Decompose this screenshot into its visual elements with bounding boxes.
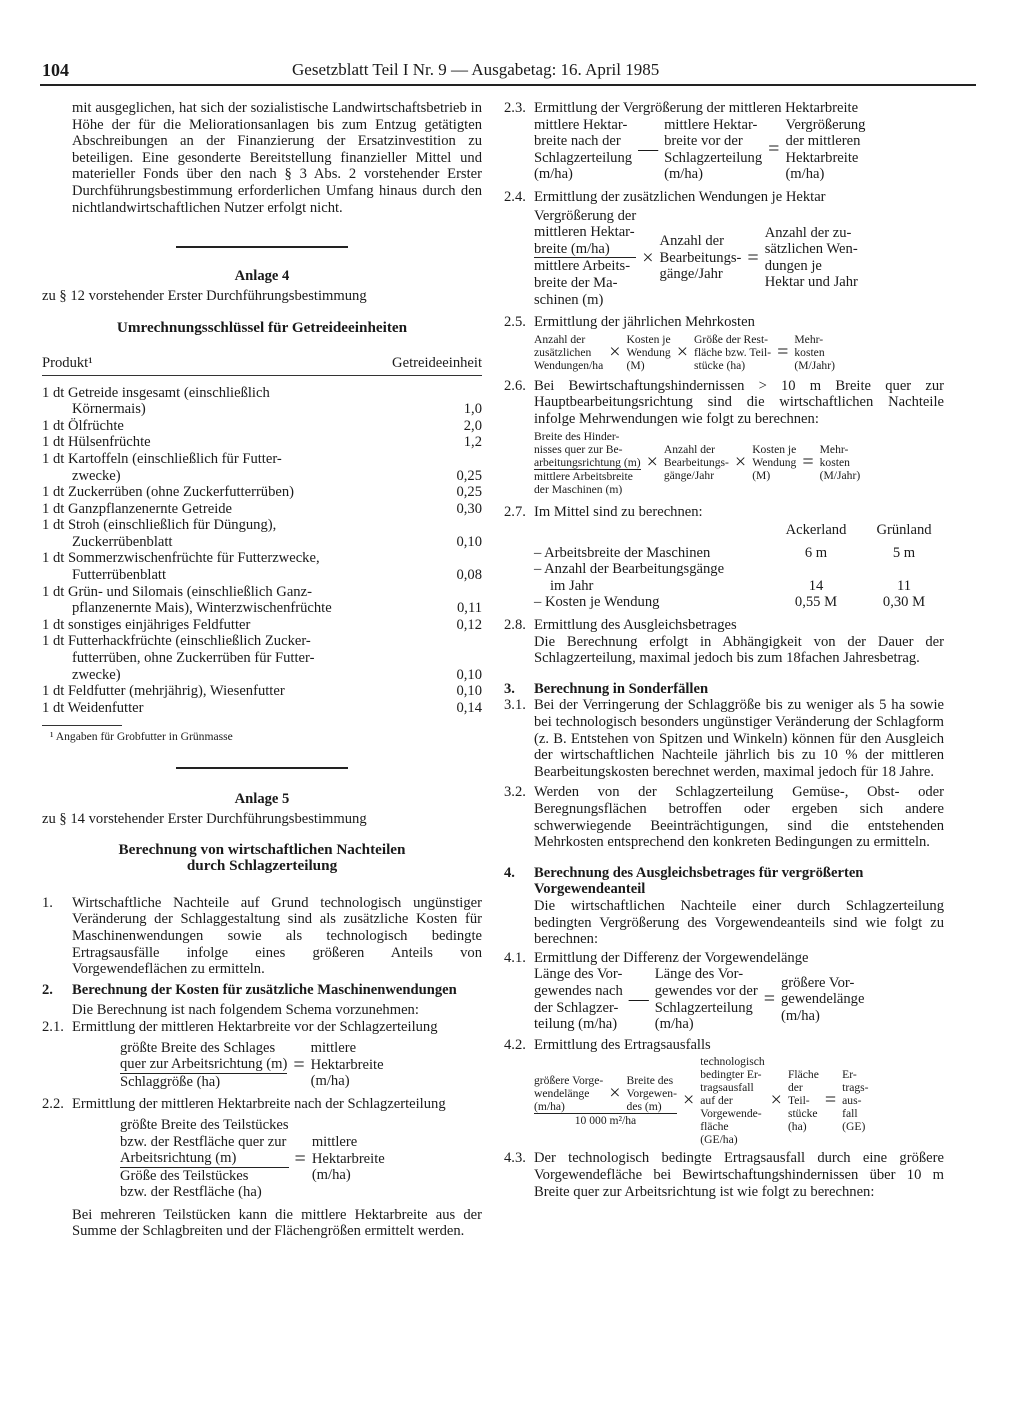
anlage5-heading-1: Berechnung von wirtschaftlichen Nachteilen <box>118 840 406 858</box>
table-row: – Anzahl der Bearbeitungsgänge im Jahr 14 11 <box>534 561 912 594</box>
divider <box>176 246 348 248</box>
section-2-2-text: Bei mehreren Teilstücken kann die mittlere Hektarbreite aus der Summe der Schlagbreiten und der Flächengrößen ermittelt werden. <box>72 1206 482 1240</box>
section-4-2: 4.2. Ermittlung des Ertragsausfalls <box>504 1036 711 1053</box>
table-row: – Kosten je Wendung 0,55 M 0,30 M <box>534 594 926 611</box>
formula-2-5: Anzahl der zusätzlichen Wendungen/ha × Kosten je Wendung (M) × Größe der Rest- fläche bzw. Teil- stücke (ha) = Mehr- kosten (M/Jahr) <box>534 332 835 372</box>
table-row: 1 dt Kartoffeln (einschließlich für Futter- zwecke) 0,25 <box>42 450 482 484</box>
section-2-4: 2.4. Ermittlung der zusätzlichen Wendungen je Hektar <box>504 188 826 205</box>
section-2: 2. Berechnung der Kosten für zusätzliche Maschinenwendungen <box>42 981 457 998</box>
section-2-8: 2.8. Ermittlung des Ausgleichsbetrages <box>504 617 737 634</box>
col-getreideeinheit: Getreideeinheit <box>392 354 482 371</box>
formula-2-6: Breite des Hinder- nisses quer zur Be- arbeitungsrichtung (m) mittlere Arbeitsbreite der Maschinen (m) × Anzahl der Bearbeitungs- gänge/Jahr × Kosten je Wendung (M) = Mehr- kosten (M/Jahr) <box>534 429 861 496</box>
section-1: 1. Wirtschaftliche Nachteile auf Grund technologisch ungünstiger Veränderung der Schlaggestaltung sind als zusätzliche Kosten für Maschinenwendungen sowie als technologisch bedingte Ertragsausfälle infolge eines größeren Anteils von Vorgewendeflächen zu ermitteln. <box>42 894 482 978</box>
table-row: 1 dt Weidenfutter 0,14 <box>42 699 482 716</box>
intro-paragraph: mit ausgeglichen, hat sich der sozialistische Landwirtschaftsbetrieb in Höhe der für die Meliorationsanlagen bis zum Entzug getätigten Abschreibungen an der Finanzierung der Ersatzinvestition zu beteiligen. Eine gesonderte Bereitstellung finanzieller Mittel und materieller Fonds über den nach § 3 Abs. 2 vorstehender Erster Durchführungsbestimmung erforderlichen Umfang hinaus durch den nichtlandwirtschaftlichen Nutzer erfolgt nicht. <box>72 100 482 216</box>
header-rule <box>40 84 976 86</box>
section-2-2: 2.2. Ermittlung der mittleren Hektarbreite nach der Schlagzerteilung <box>42 1096 446 1113</box>
section-4-text: Die wirtschaftlichen Nachteile einer durch Schlagzerteilung bedingten Vergrößerung des Vorgewendeanteils sind wie folgt zu berechnen: <box>534 897 944 948</box>
formula-2-1: größte Breite des Schlages quer zur Arbeitsrichtung (m) Schlaggröße (ha) = mittlere Hektarbreite (m/ha) <box>120 1039 384 1090</box>
table-row: 1 dt Zuckerrüben (ohne Zuckerfutterrüben) 0,25 <box>42 484 482 501</box>
formula-2-3: mittlere Hektar- breite nach der Schlagzerteilung (m/ha) — mittlere Hektar- breite vor der Schlagzerteilung (m/ha) = Vergrößerung der mittleren Hektarbreite (m/ha) <box>534 116 866 183</box>
formula-4-1: Länge des Vor- gewendes nach der Schlagzer- teilung (m/ha) — Länge des Vor- gewendes vor der Schlagzerteilung (m/ha) = größere Vor- gewendelänge (m/ha) <box>534 966 865 1033</box>
page-number: 104 <box>42 60 69 80</box>
table-row: 1 dt Getreide insgesamt (einschließlich Körnermais) 1,0 <box>42 384 482 418</box>
table-row: 1 dt Sommerzwischenfrüchte für Futterzwecke, Futterrübenblatt 0,08 <box>42 550 482 584</box>
conversion-table <box>42 385 482 717</box>
anlage4-title: Anlage 4 <box>234 268 290 285</box>
section-4: 4. Berechnung des Ausgleichsbetrages für vergrößerten Vorgewendeanteil <box>504 864 864 898</box>
page-header <box>40 60 976 84</box>
section-2-3: 2.3. Ermittlung der Vergrößerung der mittleren Hektarbreite <box>504 100 859 116</box>
formula-2-2: größte Breite des Teilstückes bzw. der Restfläche quer zur Arbeitsrichtung (m) Größe des Teilstückes bzw. der Restfläche (ha) = mittlere Hektarbreite (m/ha) <box>120 1116 385 1201</box>
section-3-2: 3.2. Werden von der Schlagzerteilung Gemüse-, Obst- oder Beregnungsflächen betroffen oder ergeben sich andere schwerwiegende Beeinträchtigungen, sind die entstehenden Mehrkosten entsprechend den konkreten Bedingungen zu ermitteln. <box>504 784 944 851</box>
section-4-1: 4.1. Ermittlung der Differenz der Vorgewendelänge <box>504 949 809 966</box>
table-row: 1 dt sonstiges einjähriges Feldfutter 0,12 <box>42 616 482 633</box>
section-2-6: 2.6. Bei Bewirtschaftungshindernissen > 10 m Breite quer zur Hauptbearbeitungsrichtung sind die wirtschaftlichen Nachteile infolge Mehrwendungen wie folgt zu berechnen: <box>504 377 944 427</box>
divider <box>176 767 348 769</box>
table-row: 1 dt Grün- und Silomais (einschließlich Ganz- pflanzenernte Mais), Winterzwischenfrüchte 0,11 <box>42 583 482 617</box>
anlage5-title: Anlage 5 <box>234 791 290 808</box>
table-row: 1 dt Futterhackfrüchte (einschließlich Zucker- futterrüben, ohne Zuckerrüben für Futter- zwecke) 0,10 <box>42 633 482 683</box>
table-row: 1 dt Stroh (einschließlich für Düngung), Zuckerrübenblatt 0,10 <box>42 517 482 550</box>
right-column <box>504 100 944 1200</box>
section-3-1: 3.1. Bei der Verringerung der Schlaggröße bis zu weniger als 5 ha sowie bei technologisch besonders ungünstiger Veränderung der Schlagform (z. B. Entstehen von Spitzen und Winkeln) können für den Ausgleich der wirtschaftlichen Nachteile jährlich bis zu 10 % der mittleren Bearbeitungskosten berechnet werden, maximal jedoch für 18 Jahre. <box>504 697 944 780</box>
table-row: 1 dt Hülsenfrüchte 1,2 <box>42 434 482 451</box>
header-title: Gesetzblatt Teil I Nr. 9 — Ausgabetag: 16. April 1985 <box>292 60 660 79</box>
section-2-7: 2.7. Im Mittel sind zu berechnen: <box>504 503 703 520</box>
formula-4-2: größere Vorge- wendelänge (m/ha) × Breite des Vorgewen- des (m) 10 000 m²/ha × technologisch bedingter Er- tragsausfall auf der Vorgewende- fläche (GE/ha) × Fläche der Teil- stücke (ha) = Er- trags- aus- fall (GE) <box>534 1055 869 1147</box>
table-row: 1 dt Ganzpflanzenernte Getreide 0,30 <box>42 500 482 517</box>
table-row: 1 dt Feldfutter (mehrjährig), Wiesenfutter 0,10 <box>42 683 482 700</box>
section-2-8-text: Die Berechnung erfolgt in Abhängigkeit von der Dauer der Schlagzerteilung, maximal jedoch bis zum 18fachen Jahresbetrag. <box>534 633 944 667</box>
section-2-1: 2.1. Ermittlung der mittleren Hektarbreite vor der Schlagzerteilung <box>42 1018 438 1035</box>
footnote-rule <box>42 725 122 726</box>
col-produkt: Produkt¹ <box>42 354 93 371</box>
section-4-3: 4.3. Der technologisch bedingte Ertragsausfall durch eine größere Vorgewendefläche bei Bewirtschaftungshindernissen über 10 m Breite quer zur Arbeitsrichtung ist wie folgt zu berechnen: <box>504 1150 944 1200</box>
left-column <box>42 100 482 1240</box>
section-2-text: Die Berechnung ist nach folgendem Schema vorzunehmen: <box>72 1002 419 1019</box>
average-values-table: Ackerland Grünland – Arbeitsbreite der Maschinen 6 m 5 m – Anzahl der Bearbeitungsgänge im Jahr 14 11 – Kosten je Wendung 0,55 M 0,30 M <box>534 522 944 611</box>
formula-2-4: Vergrößerung der mittleren Hektar- breite (m/ha) mittlere Arbeits- breite der Ma- schinen (m) × Anzahl der Bearbeitungs- gänge/Jahr = Anzahl der zu- sätzlichen Wen- dungen je Hektar und Jahr <box>534 207 858 308</box>
section-2-5: 2.5. Ermittlung der jährlichen Mehrkosten <box>504 314 755 331</box>
anlage5-ref: zu § 14 vorstehender Erster Durchführungsbestimmung <box>42 811 367 827</box>
section-3: 3. Berechnung in Sonderfällen <box>504 680 709 697</box>
table-row: 1 dt Ölfrüchte 2,0 <box>42 417 482 434</box>
anlage4-ref: zu § 12 vorstehender Erster Durchführungsbestimmung <box>42 287 367 304</box>
anlage4-heading: Umrechnungsschlüssel für Getreideeinheiten <box>116 319 408 337</box>
footnote: ¹ Angaben für Grobfutter in Grünmasse <box>50 730 233 744</box>
table-header <box>42 355 482 376</box>
table-row: – Arbeitsbreite der Maschinen 6 m 5 m <box>534 544 916 561</box>
anlage5-heading-2: durch Schlagzerteilung <box>186 857 338 875</box>
